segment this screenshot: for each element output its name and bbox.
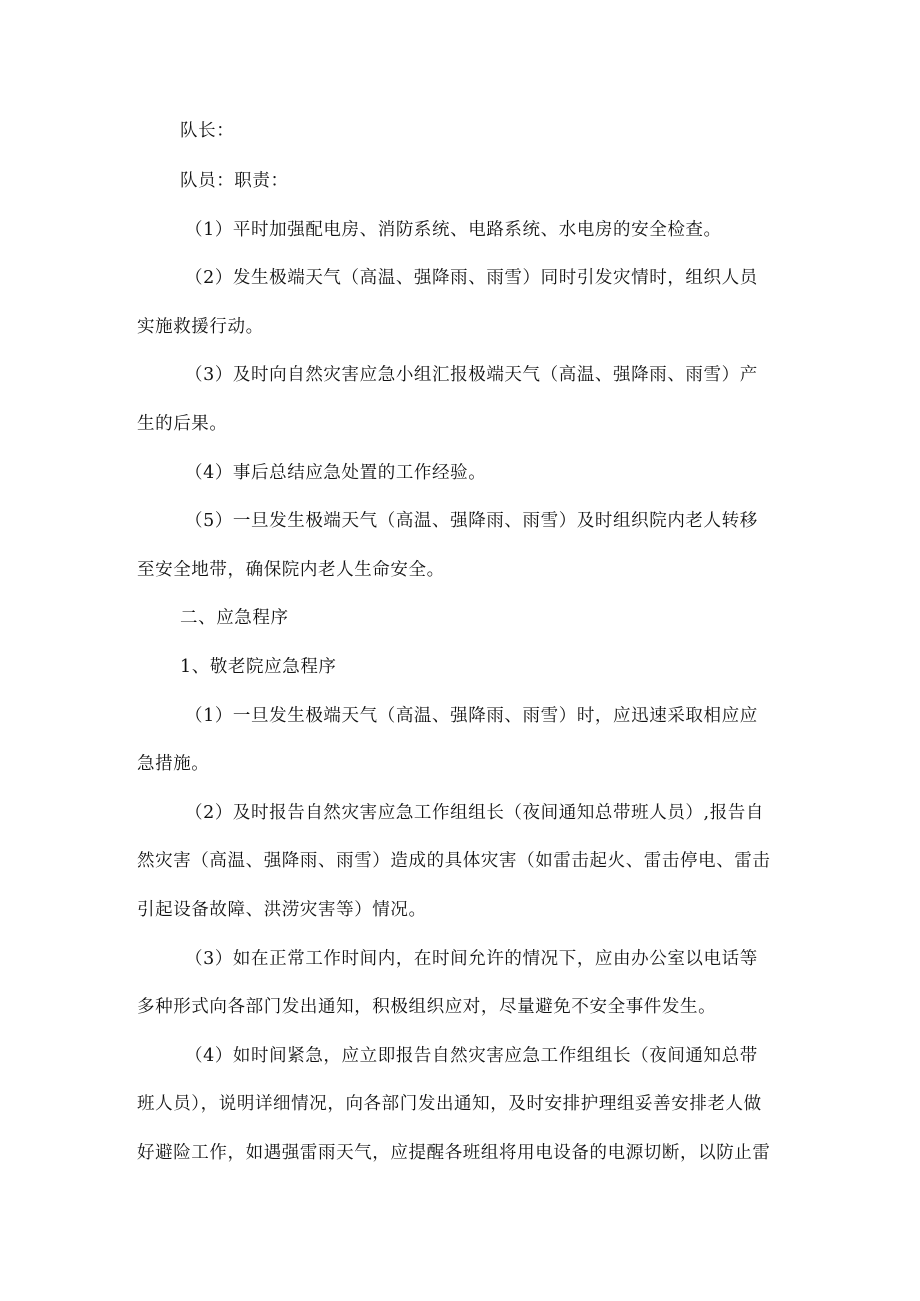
duty-item-1: （1）平时加强配电房、消防系统、电路系统、水电房的安全检查。 [185, 220, 722, 240]
duty-item-5-cont: 至安全地带，确保院内老人生命安全。 [137, 560, 445, 580]
duty-item-5: （5）一旦发生极端天气（高温、强降雨、雨雪）及时组织院内老人转移 [185, 511, 758, 531]
procedure-item-4-cont-1: 班人员），说明详细情况，向各部门发出通知，及时安排护理组妥善安排老人做 [137, 1094, 762, 1114]
procedure-item-2-cont-1: 然灾害（高温、强降雨、雨雪）造成的具体灾害（如雷击起火、雷击停电、雷击 [137, 851, 771, 871]
subsection-heading: 1、敬老院应急程序 [180, 657, 337, 677]
procedure-item-1: （1）一旦发生极端天气（高温、强降雨、雨雪）时，应迅速采取相应应 [185, 706, 758, 726]
team-leader-line: 队长： [180, 121, 235, 141]
duty-item-2-cont: 实施救援行动。 [137, 317, 264, 337]
procedure-item-3-cont: 多种形式向各部门发出通知，积极组织应对，尽量避免不安全事件发生。 [137, 997, 717, 1017]
procedure-item-2: （2）及时报告自然灾害应急工作组组长（夜间通知总带班人员）,报告自 [185, 803, 764, 823]
procedure-item-4: （4）如时间紧急，应立即报告自然灾害应急工作组组长（夜间通知总带 [185, 1046, 758, 1066]
procedure-item-2-cont-2: 引起设备故障、洪涝灾害等）情况。 [137, 900, 427, 920]
duty-item-3-cont: 生的后果。 [137, 414, 228, 434]
procedure-item-1-cont: 急措施。 [137, 754, 210, 774]
duty-item-2: （2）发生极端天气（高温、强降雨、雨雪）同时引发灾情时，组织人员 [185, 268, 758, 288]
team-member-line: 队员：职责： [180, 171, 289, 191]
procedure-item-4-cont-2: 好避险工作，如遇强雷雨天气，应提醒各班组将用电设备的电源切断，以防止雷 [137, 1143, 771, 1163]
section-heading: 二、应急程序 [180, 608, 289, 628]
procedure-item-3: （3）如在正常工作时间内，在时间允许的情况下，应由办公室以电话等 [185, 949, 758, 969]
duty-item-4: （4）事后总结应急处置的工作经验。 [185, 463, 487, 483]
duty-item-3: （3）及时向自然灾害应急小组汇报极端天气（高温、强降雨、雨雪）产 [185, 365, 758, 385]
